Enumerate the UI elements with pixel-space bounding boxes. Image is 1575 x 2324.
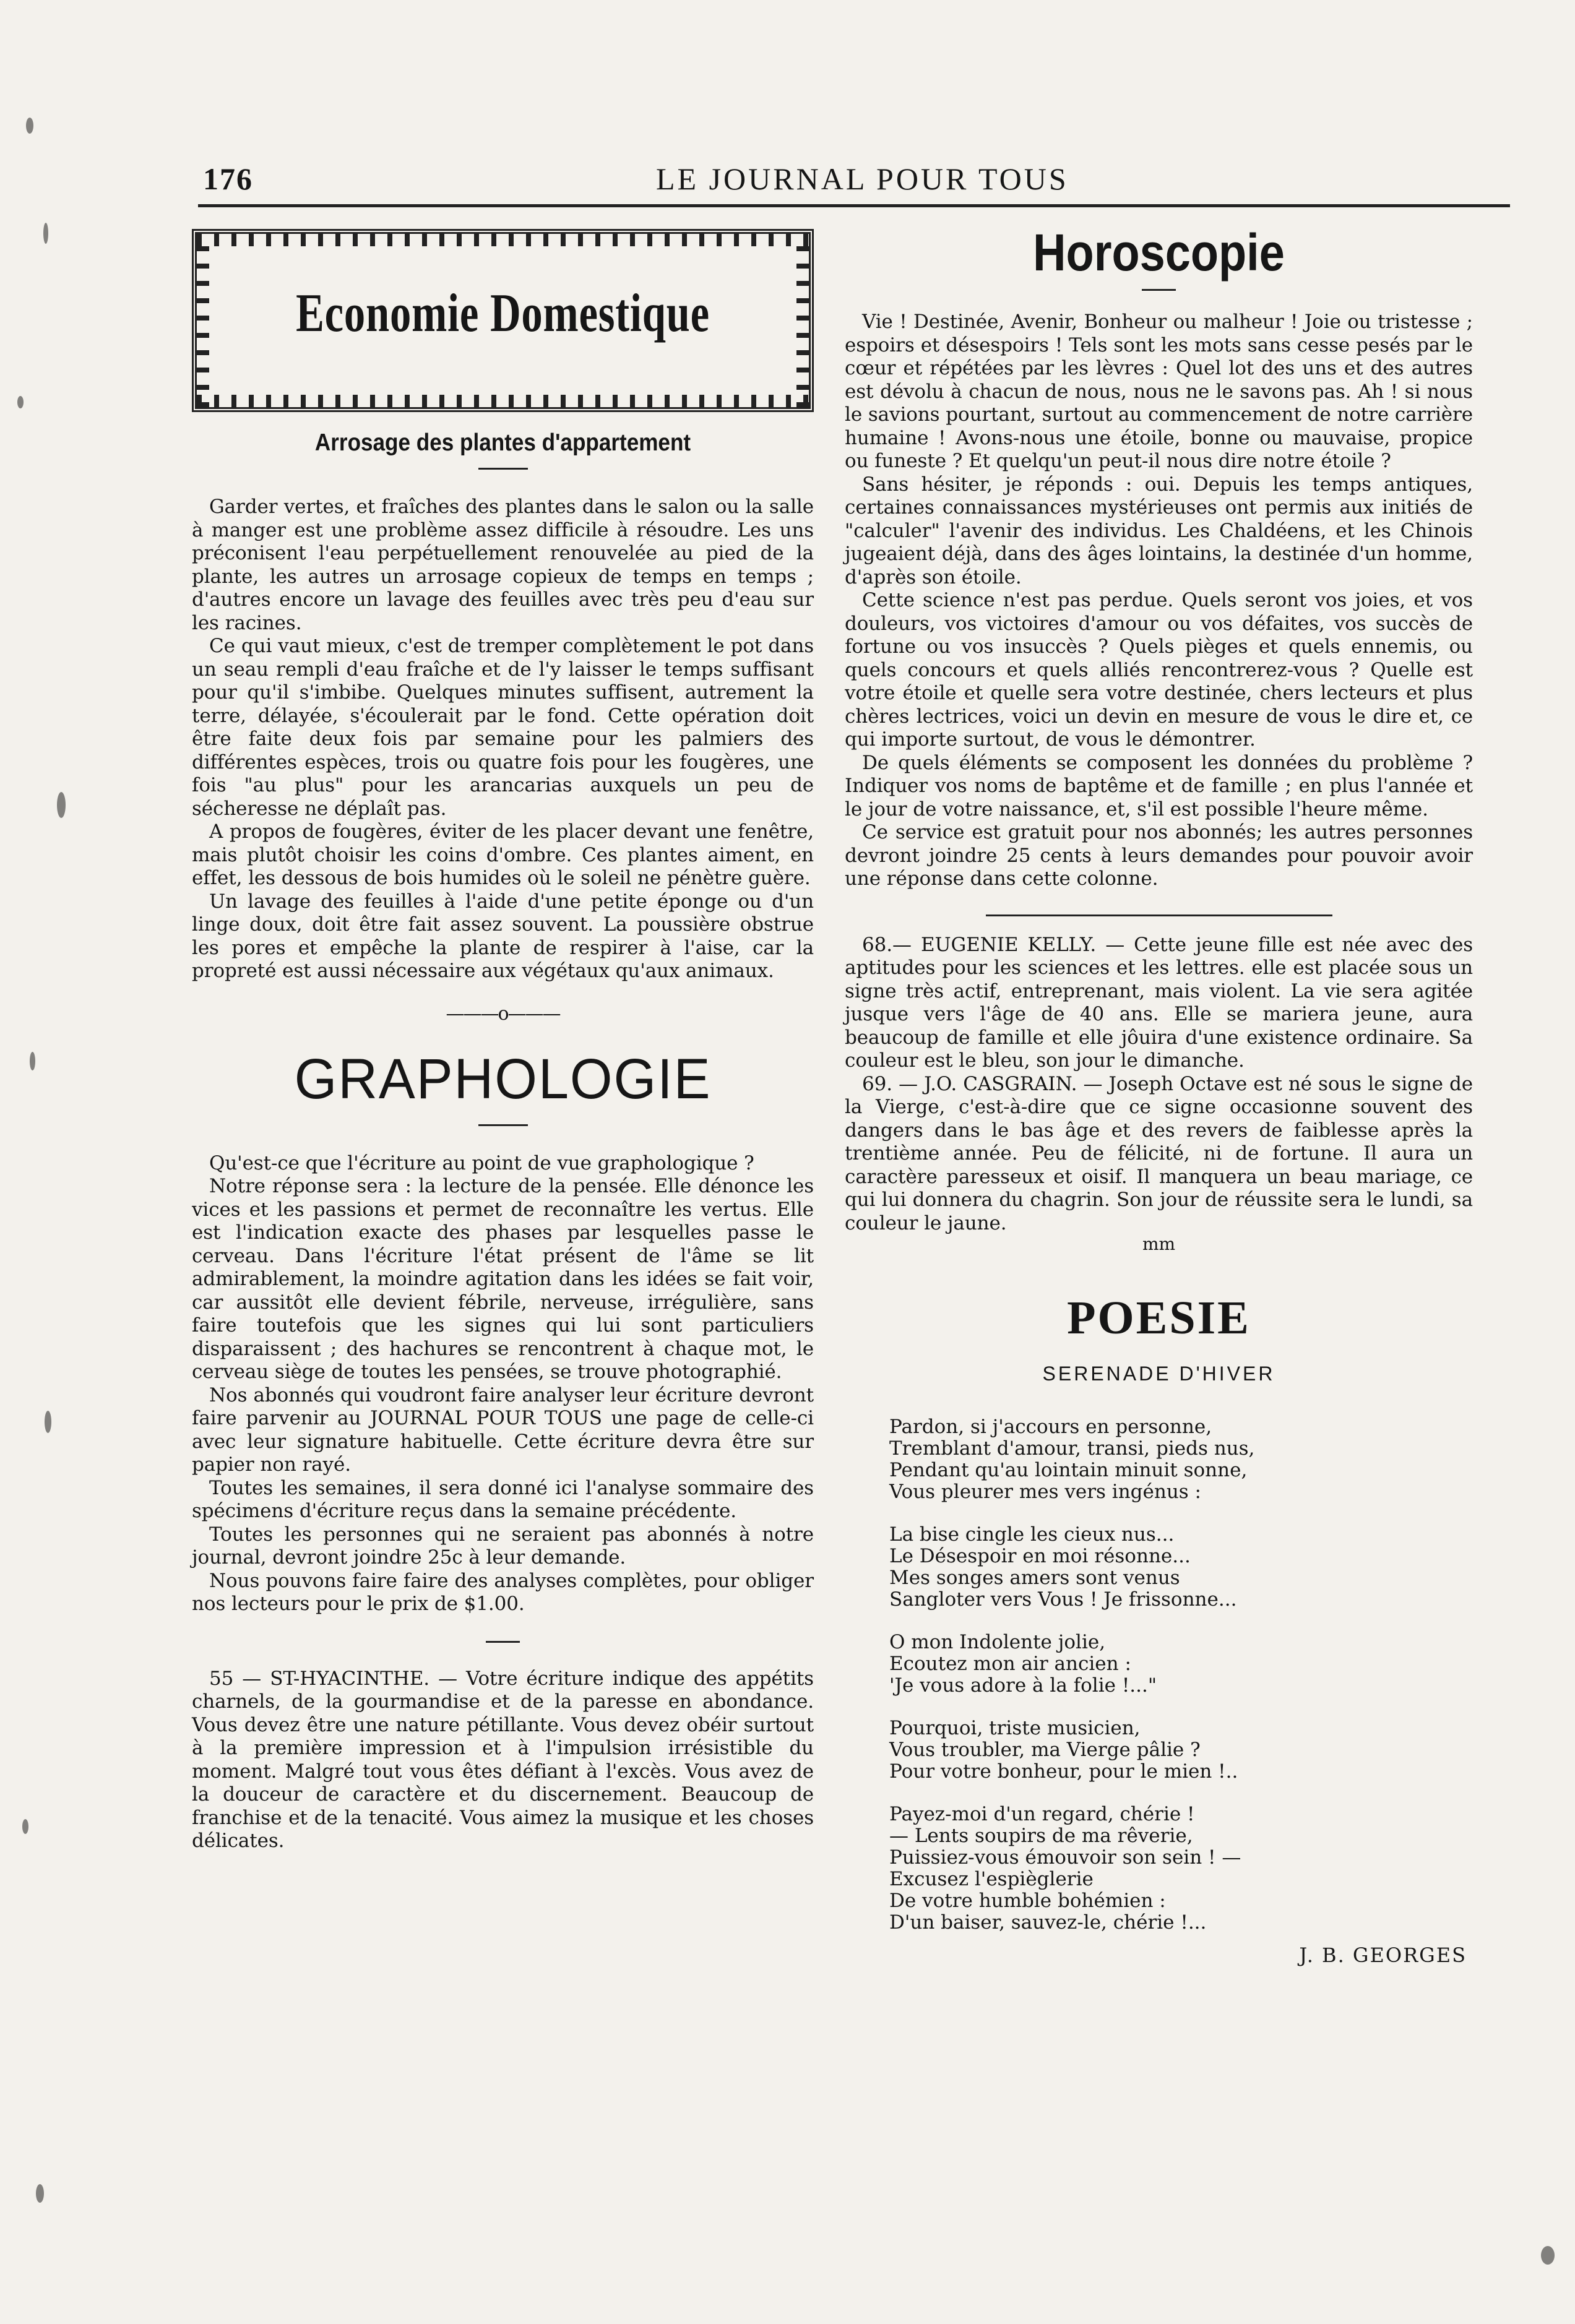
poem-title: SERENADE D'HIVER [1042,1362,1275,1385]
graphologie-paragraph: Toutes les semaines, il sera donné ici l'analyse sommaire des spécimens d'écriture reçus dans la semaine précédente. [192,1476,814,1522]
scan-speck [57,792,66,818]
poem-line: Pendant qu'au lointain minuit sonne, [889,1459,1248,1481]
economie-paragraph: Garder vertes, et fraîches des plantes dans le salon ou la salle à manger est une problème assez difficile à résoudre. Les uns préconisent l'eau perpétuellement renouvelée au pied de la plante, les autres un arrosage copieux de temps en temps ; d'autres encore un lavage des feuilles avec très peu d'eau sur les racines. [192,496,814,634]
poem-line: De votre humble bohémien : [889,1890,1166,1912]
section-rule [478,468,528,470]
poem-stanza [889,1524,1473,1611]
poem-line: O mon Indolente jolie, [889,1631,1106,1653]
poem-line: Puissiez-vous émouvoir son sein ! — [889,1846,1241,1869]
poem-stanza [889,1416,1473,1503]
scan-speck [30,1052,35,1070]
scan-speck [26,118,33,134]
ornament-separator: ———o——— [446,1002,560,1025]
graphologie-paragraph: Notre réponse sera : la lecture de la pensée. Elle dénonce les vices et les passions et permet de reconnaître les vertus. Elle est l'indication exacte des phases par lesquelles passe le cerveau. Dans l'écriture l'état présent de l'âme se lit admirablement, la moindre agitation dans les idées se fait voir, car aussitôt elle devient fébrile, nerveuse, irrégulière, sans faire toutefois que les signes qui lui sont particuliers disparaissent ; des hachures se rencontrent à chaque mot, le cerveau siège de toutes les pensées, se trouve photographié. [192,1175,814,1383]
page-number: 176 [203,161,253,196]
poem-line: La bise cingle les cieux nus... [889,1523,1175,1546]
page-header [198,156,1510,207]
economie-paragraph: Un lavage des feuilles à l'aide d'une petite éponge ou d'un linge doux, doit être fait assez souvent. La poussière obstrue les pores et empêche la plante de respirer à l'aise, car la propreté est aussi nécessaire aux végétaux qu'aux animaux. [192,890,814,982]
poem-line: 'Je vous adore à la folie !..." [889,1674,1157,1697]
scan-speck [43,223,48,244]
poem-line: Tremblant d'amour, transi, pieds nus, [889,1437,1255,1460]
right-column [845,223,1473,1967]
scan-speck [45,1411,51,1433]
horoscopie-paragraph: Cette science n'est pas perdue. Quels seront vos joies, et vos douleurs, vos victoires d'amour ou vos défaites, vos succès de fortune ou vos insuccès ? Quels pièges et quels ennemis, ou quels concours et quels alliés rencontrerez-vous ? Quelle est votre étoile et quelle sera votre destinée, chers lecteurs et plus chères lectrices, voici un devin en mesure de vous le dire et, ce qui importe surtout, de vous le démontrer. [845,589,1473,751]
poem-line: Vous pleurer mes vers ingénus : [889,1481,1201,1503]
graphologie-reply: 55 — ST-HYACINTHE. — Votre écriture indique des appétits charnels, de la gourmandise et de la paresse en abondance. Vous devez être une nature pétillante. Vous devez obéir surtout à la première impression et à l'impulsion irrésistible du moment. Malgré tout vous êtes défiant à l'excès. Vous avez de la douceur de caractère et du discernement. Beaucoup de franchise et de la tenacité. Vous aimez la musique et les choses délicates. [192,1667,814,1852]
graphologie-title: GRAPHOLOGIE [294,1047,712,1111]
poem-stanza [889,1718,1473,1783]
poem-stanza [889,1632,1473,1697]
scan-speck [17,396,24,408]
poem-line: Pardon, si j'accours en personne, [889,1416,1212,1438]
poem-stanza [889,1804,1473,1934]
section-rule [486,1641,520,1643]
graphologie-paragraph: Nos abonnés qui voudront faire analyser leur écriture devront faire parvenir au JOURNAL POUR TOUS une page de celle-ci avec leur signature habituelle. Cette écriture devra être sur papier non rayé. [192,1384,814,1476]
poem-line: D'un baiser, sauvez-le, chérie !... [889,1911,1207,1934]
horoscopie-paragraph: Ce service est gratuit pour nos abonnés; les autres personnes devront joindre 25 cents à leurs demandes pour pouvoir avoir une réponse dans cette colonne. [845,821,1473,890]
poem-line: Le Désespoir en moi résonne... [889,1545,1191,1567]
decorative-title-frame [192,229,814,412]
horoscopie-entry: 68.— EUGENIE KELLY. — Cette jeune fille est née avec des aptitudes pour les sciences et les lettres. elle est placée sous un signe très actif, entreprenant, mais violent. La vie sera agitée jusque vers l'âge de 40 ans. Elle se mariera jeune, aura beaucoup de famille et elle jôuira d'une existence ordinaire. Sa couleur est le bleu, son jour le dimanche. [845,933,1473,1072]
section-rule [1142,289,1176,291]
graphologie-paragraph: Toutes les personnes qui ne seraient pas abonnés à notre journal, devront joindre 25c à leur demande. [192,1523,814,1569]
section-rule [478,1124,528,1126]
horoscopie-paragraph: De quels éléments se composent les données du problème ? Indiquer vos noms de baptême et de famille ; en plus l'année et le jour de votre naissance, et, s'il est possible l'heure même. [845,751,1473,820]
horoscopie-entry: 69. — J.O. CASGRAIN. — Joseph Octave est né sous le signe de la Vierge, c'est-à-dire que ce signe occasionne souvent des dangers dans le bas âge et des revers de faiblesse après la trentième année. Peu de félicité, ni de fortune. Il aura un caractère paresseux et oisif. Il manquera un beau mariage, ce qui lui donnera du chagrin. Son jour de réussite sera le lundi, sa couleur le jaune. [845,1072,1473,1234]
poem-line: Vous troubler, ma Vierge pâlie ? [889,1739,1201,1761]
horoscopie-paragraph: Sans hésiter, je réponds : oui. Depuis les temps antiques, certaines connaissances mystérieuses ont permis aux initiés de "calculer" l'avenir des individus. Les Chaldéens, et les Chinois jugeaient déjà, dans des âges lointains, la destinée d'un homme, d'après son étoile. [845,473,1473,588]
horoscopie-signature: mm [1142,1234,1176,1254]
economie-paragraph: A propos de fougères, éviter de les placer devant une fenêtre, mais plutôt choisir les coins d'ombre. Ces plantes aiment, en effet, les dessous de bois humides où le soleil ne pénètre guère. [192,820,814,889]
poem-line: Pourquoi, triste musicien, [889,1717,1141,1739]
poem-author: J. B. GEORGES [1299,1943,1467,1967]
economie-subtitle: Arrosage des plantes d'appartement [314,429,691,456]
poem-line: Sangloter vers Vous ! Je frissonne... [889,1588,1237,1611]
poem-line: Mes songes amers sont venus [889,1567,1180,1589]
economie-title: Economie Domestique [296,283,710,343]
scan-speck [1541,2246,1555,2265]
poem-line: — Lents soupirs de ma rêverie, [889,1825,1193,1847]
horoscopie-title: Horoscopie [1033,223,1285,282]
journal-title: LE JOURNAL POUR TOUS [656,161,1069,196]
left-column [192,229,814,1853]
section-rule [986,915,1332,916]
horoscopie-paragraph: Vie ! Destinée, Avenir, Bonheur ou malheur ! Joie ou tristesse ; espoirs et désespoirs ! Tels sont les mots sans cesse pesés par le cœur et répétées par les lèvres : Quel lot des uns et des autres est dévolu à chacun de nous, nous ne le savons pas. Ah ! si nous le savions pourtant, surtout au commencement de notre carrière humaine ! Avons-nous une étoile, bonne ou mauvaise, propice ou funeste ? Et quelqu'un peut-il nous dire notre étoile ? [845,311,1473,472]
graphologie-question: Qu'est-ce que l'écriture au point de vue graphologique ? [209,1151,754,1174]
poem-line: Pour votre bonheur, pour le mien !.. [889,1760,1238,1783]
graphologie-paragraph: Nous pouvons faire faire des analyses complètes, pour obliger nos lecteurs pour le prix de $1.00. [192,1569,814,1615]
poem-line: Excusez l'espièglerie [889,1868,1094,1890]
poem-line: Ecoutez mon air ancien : [889,1653,1131,1675]
scan-speck [22,1819,28,1834]
scan-speck [36,2184,44,2203]
poem-line: Payez-moi d'un regard, chérie ! [889,1803,1195,1825]
economie-paragraph: Ce qui vaut mieux, c'est de tremper complètement le pot dans un seau rempli d'eau fraîche et de l'y laisser le temps suffisant pour qu'il s'imbibe. Quelques minutes suffisent, autrement la terre, délayée, s'écoulerait par le fond. Cette opération doit être faite deux fois par semaine pour les palmiers des différentes espèces, trois ou quatre fois pour les fougères, une fois "au plus" pour les arancarias auxquels un peu de sécheresse ne déplaît pas. [192,635,814,820]
poesie-title: POESIE [1067,1292,1251,1344]
